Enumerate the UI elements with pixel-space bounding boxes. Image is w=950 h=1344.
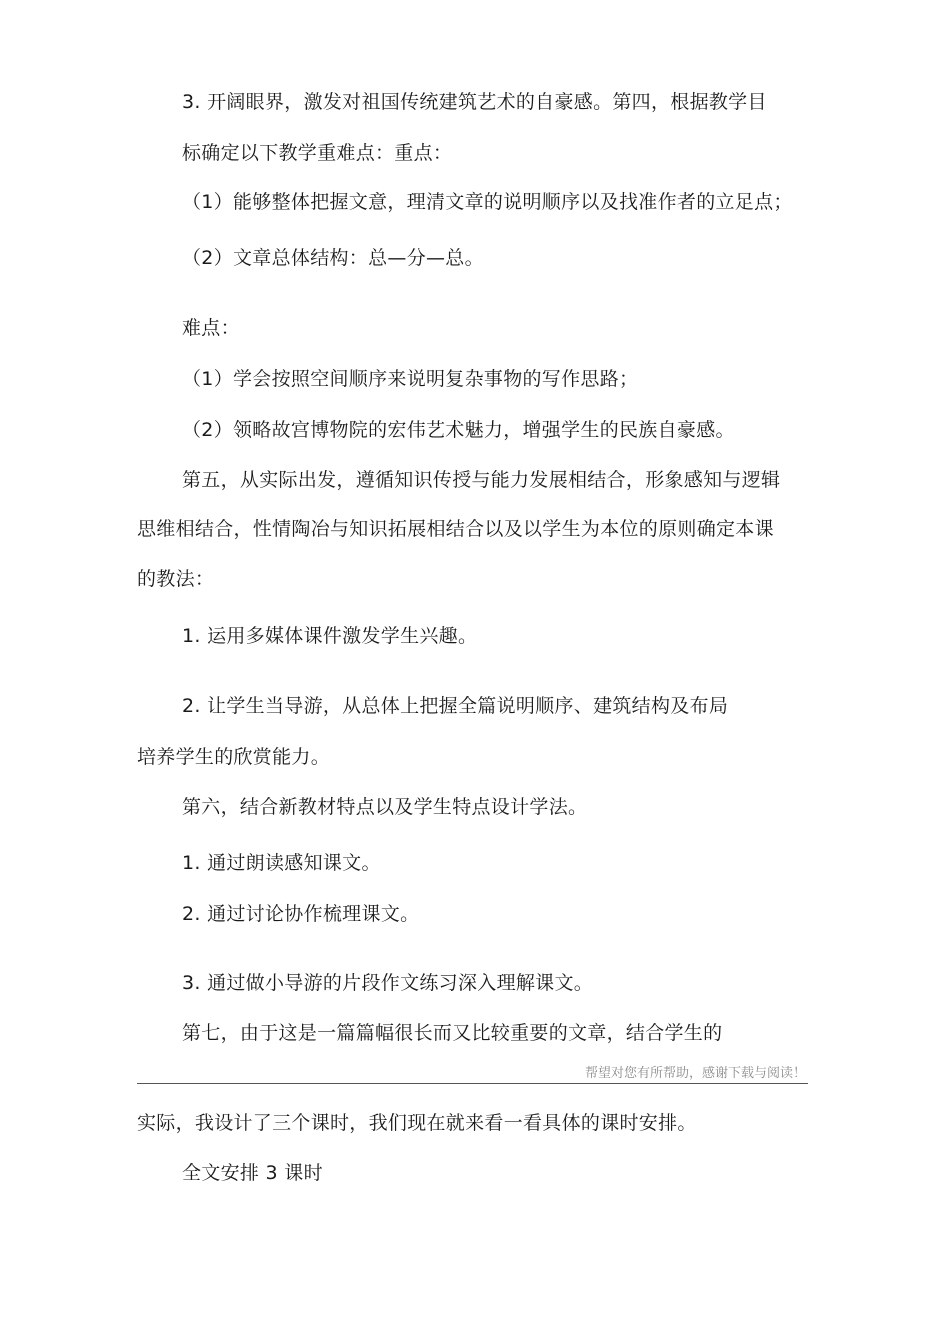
text-line-fifth-para-2: 思维相结合，性情陶冶与知识拓展相结合以及以学生为本位的原则确定本课: [137, 518, 774, 540]
text-line-key-point-2: （2）文章总体结构：总—分—总。: [182, 247, 484, 269]
text-line-study-method-3: 3. 通过做小导游的片段作文练习深入理解课文。: [182, 972, 594, 994]
text-line-fifth-para-1: 第五，从实际出发，遵循知识传授与能力发展相结合，形象感知与逻辑: [182, 469, 781, 491]
footer-divider: [137, 1083, 808, 1084]
text-line-method-2-cont: 培养学生的欣赏能力。: [137, 746, 331, 768]
text-line-method-2: 2. 让学生当导游，从总体上把握全篇说明顺序、建筑结构及布局: [182, 695, 729, 717]
text-line-seventh-para-1: 第七，由于这是一篇篇幅很长而又比较重要的文章，结合学生的: [182, 1022, 723, 1044]
text-line-key-point-1: （1）能够整体把握文意，理清文章的说明顺序以及找准作者的立足点；: [182, 191, 793, 213]
text-line-difficulty-2: （2）领略故宫博物院的宏伟艺术魅力，增强学生的民族自豪感。: [182, 419, 735, 441]
text-line-study-method-2: 2. 通过讨论协作梳理课文。: [182, 903, 420, 925]
footer-note: 帮望对您有所帮助，感谢下载与阅读！: [584, 1066, 806, 1081]
text-line-difficulties-heading: 难点：: [182, 317, 240, 339]
text-line-objective-3: 3. 开阔眼界，激发对祖国传统建筑艺术的自豪感。第四，根据教学目: [182, 91, 767, 113]
text-line-fifth-para-3: 的教法：: [137, 568, 215, 590]
text-line-schedule: 全文安排 3 课时: [182, 1162, 323, 1184]
text-line-method-1: 1. 运用多媒体课件激发学生兴趣。: [182, 625, 478, 647]
text-line-key-points-heading: 标确定以下教学重难点：重点：: [182, 142, 453, 164]
text-line-difficulty-1: （1）学会按照空间顺序来说明复杂事物的写作思路；: [182, 368, 639, 390]
text-line-study-method-1: 1. 通过朗读感知课文。: [182, 852, 381, 874]
text-line-sixth-para: 第六，结合新教材特点以及学生特点设计学法。: [182, 796, 588, 818]
text-line-seventh-para-2: 实际，我设计了三个课时，我们现在就来看一看具体的课时安排。: [137, 1112, 697, 1134]
